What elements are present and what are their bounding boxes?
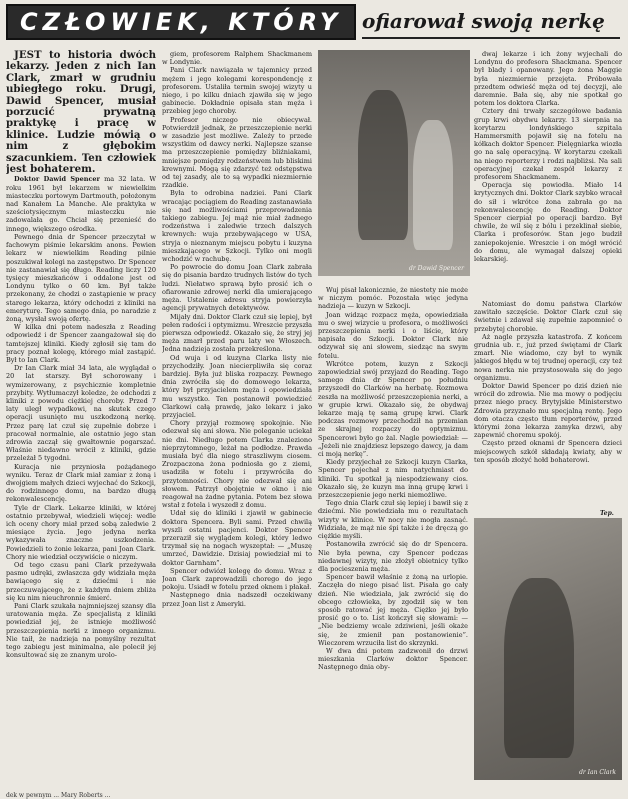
col3-paragraph: Postanowiła zwrócić się do dr Spencera. Nie była pewna, czy Spencer podczas niedawnej wizyty, nie złożył obietnicy tylko dla pocieszenia męża.: [318, 540, 468, 573]
photo-credit: Tep.: [600, 510, 614, 517]
masthead: [6, 4, 622, 42]
col4b-paragraph: Często przed oknami dr Spencera dzieci miejscowych szkół składają kwiaty, aby w ten sposób złożyć hołd bohaterowi.: [474, 439, 622, 464]
col4b-paragraph: Doktor Dawid Spencer po dziś dzień nie wrócił do zdrowia. Nie ma mowy o podjęciu przez niego pracy. Brytyjskie Ministerstwo Zdrowia przyznało mu specjalną rentę. Jego dom otacza często tłum reporterów, przed którymi żona lekarza zamyka drzwi, aby zapewnić choremu spokój.: [474, 382, 622, 440]
lead-paragraph: JEST to historia dwóch lekarzy. Jeden z nich Ian Clark, zmarł w grudniu ubiegłego roku. Drugi, Dawid Spencer, musiał porzucić prywatną praktykę i pracę w klinice. Ludzie mówią o nim z głębokim szacunkiem. Ten człowiek jest bohaterem.: [6, 50, 156, 176]
photo-dawid-spencer: [318, 50, 470, 276]
col2-paragraph: giem, profesorem Ralphem Shackmanem w Londynie.: [162, 50, 312, 67]
column-2-body: [162, 50, 312, 608]
col1-paragraph: Kuracja nie przyniosła pożądanego wyniku. Teraz dr Clark miał zamiar z żoną i dwojgiem małych dzieci wyjechać do Szkocji, do rodzinnego domu, na bardzo długą rekonwalescencję.: [6, 462, 156, 504]
col1-paragraph: Pani Clark szukała najmniejszej szansy dla uratowania męża. Ze specjalistą z kliniki powiedział jej, że istnieje możliwość przeszczepienia nerki z innego organizmu. Nie taił, że nadzieja na pomyślny rezultat tego zabiegu jest minimalna, ale polecił jej konsultować się ze znanym urolo-: [6, 602, 156, 660]
col4-paragraph: Cztery dni trwały szczegółowe badania grup krwi obydwu lekarzy. 13 sierpnia na korytarzu londyńskiego szpitala Hammersmith pojawił się na fotelu na kółkach doktor Spencer. Pielęgniarka wiozła go na salę operacyjną. W korytarzu czekali na niego reporterzy i rodzi najbliżsi. Na sali operacyjnej czekał zespół lekarzy z profesorem Shackmanem.: [474, 107, 622, 182]
col4b-paragraph: Aż nagle przyszła katastrofa. Z końcem grudnia ub. r., już przed świętami dr Clark zmarł. Nie wiadomo, czy był to wynik jakiegoś błędu w tej trudnej operacji, czy też nowa nerka nie przystosowała się do jego organizmu.: [474, 332, 622, 382]
col3-paragraph: W dwa dni potem zadzwonił do drzwi mieszkania Clarków doktor Spencer. Następnego dnia oby-: [318, 646, 468, 672]
column-2: [162, 50, 312, 792]
photo-figure: [358, 90, 408, 240]
col2-paragraph: Pani Clark nawiązała w tajemnicy przed mężem i jego kolegami korespondencję z profesorem. Ustaliła termin swojej wizyty u niego, i po kilku dniach zjawiła się w jego gabinecie. Dokładnie opisała stan męża i przebieg jego choroby.: [162, 66, 312, 116]
col2-paragraph: Spencer odwiózł kolegę do domu. Wraz z Joan Clark zaprowadzili chorego do jego pokoju. Usiadł w fotelu przed oknem i płakał.: [162, 566, 312, 592]
col4-paragraph: Operacja się powiodła. Miało 14 krytycznych dni. Doktor Clark szybko wracał do sił i wkrótce żona zabrała go na rekonwalescencję do Reading. Doktor Spencer cierpiał po operacji bardzo. Był chwile, że wil się z bólu i przeklinał siebie, Clarka i profesorów. Stan jego budził zaniepokojenie. Wreszcie i on mógł wrócić do domu, ale wymagał dalszej opieki lekarskiej.: [474, 181, 622, 264]
column-1: [6, 50, 156, 792]
col2-paragraph: Udał się do kliniki i zjawił w gabinecie doktora Spencera. Byli sami. Przed chwilą wyszli ostatni pacjenci. Doktor Spencer przeraził się wyglądem kolegi, który ledwo trzymał się na nogach wyszeptał: — „Muszę umrzeć, Dawidzie. Dzisiaj powiedział mi to doktor Garnham”.: [162, 509, 312, 567]
column-4-body: [474, 50, 622, 263]
col2-paragraph: Była to odrobina nadziei. Pani Clark wracając pociągiem do Reading zastanawiała się nad możliwościami przeprowadzenia takiego zabiegu. Jej mąż nie miał żadnego rodzeństwa i zaledwie trzech dalszych krewnych: wuja przebywającego w USA, stryja o nieznanym miejscu pobytu i kuzyna mieszkającego w Szkocji. Tylko oni mogli wchodzić w rachubę.: [162, 189, 312, 264]
col2-paragraph: Po powrocie do domu Joan Clark zabrała się do pisania bardzo trudnych listów do tych ludzi. Niełatwo sprawą było prosić ich o ofiarowanie zdrowej nerki dla umierającego męża. Ustalenie adresu stryja powierzyła agencji prywatnych detektywów.: [162, 263, 312, 313]
col4-paragraph: dwaj lekarze i ich żony wyjechali do Londynu do profesora Shackmana. Spencer był blady i opanowany. Jego żona Maggie była niezmiernie przejęta. Próbowała przedtem odwieść męża od tej decyzji, ale daremnie. Bała się, aby nie spotkał go potem los doktora Clarka.: [474, 50, 622, 108]
col3-paragraph: Wuj pisał lakonicznie, że niestety nie może w niczym pomóc. Pozostała więc jedyna nadzieja — kuzyn w Szkocji.: [318, 286, 468, 311]
col4b-paragraph: Natomiast do domu państwa Clarków zawitało szczęście. Doktor Clark czuł się świetnie i zdawał się zupełnie zapomnieć o przebytej chorobie.: [474, 300, 622, 333]
col3-paragraph: Wkrótce potem, kuzyn z Szkocji zapowiedział swój przyjazd do Reading. Tego samego dnia dr Spencer po południu przyszedł do Clarków na herbatę. Rozmowa zeszła na możliwość przeszczepienia nerki, a w grupie krwi. Okazało się, że obydwaj lekarze mają tę samą grupę krwi. Clark podczas rozmowy przechodził na przemian ze skrajnej rozpaczy do optymizmu. Spencerowi było go żal. Nagle powiedział: — „Jeżeli nie znajdziesz lepszego dawcy, ja dam ci moją nerkę”.: [318, 359, 468, 459]
photo2-caption: dr Ian Clark: [579, 769, 616, 776]
column-1-body: [6, 175, 156, 659]
col1-paragraph: Doktor Dawid Spencer ma 32 lata. W roku 1961 był lekarzem w niewielkim miasteczku portowym Dartmouth, położonym nad Kanałem La Manche. Ale praktyka w sześciotysięcznym miasteczku nie zadowalała go. Chciał się przenieść do innego, większego ośrodka.: [6, 175, 156, 233]
article-title: CZŁOWIEK, KTÓRY: [6, 4, 356, 40]
photo-figure: [504, 578, 574, 758]
photo1-caption: dr Dawid Spencer: [409, 265, 464, 272]
column-3-body: [318, 286, 468, 672]
col3-paragraph: Tego dnia Clark czuł się lepiej i bawił się z dziećmi. Nie powiedziała mu o rezultatach wizyty w klinice. W nocy nie mogła zasnąć. Widziała, że mąż nie śpi także i że dręczą go ciężkie myśli.: [318, 499, 468, 541]
col2-paragraph: Mijały dni. Doktor Clark czuł się lepiej, był pełen radości i optymizmu. Wreszcie przyszła pierwsza odpowiedź. Okazało się, że stryj jej męża zmarł przed paru laty we Włoszech. Jedna nadzieja została przekreślona.: [162, 312, 312, 354]
col1-paragraph: Pewnego dnia dr Spencer przeczytał w fachowym piśmie lekarskim anons. Pewien lekarz w niewielkim Reading pilnie poszukiwał kolegi na zastępstwo. Dr Spencer nie zastanawiał się długo. Reading liczy 120 tysięcy mieszkańców i oddalone jest od Londynu tylko o 60 km. Był także przekonany, że chodzi o zastąpienie w pracy starego lekarza, który odchodzi z kliniki na emeryturę. Tego samego dnia, po naradzie z żoną, wysłał swoją ofertę.: [6, 232, 156, 323]
col1-paragraph: Od tego czasu pani Clark przeżywała pasmo udręki, zwłaszcza gdy widziała męża bawiącego się z dziećmi i nie przeczuwającego, że z każdym dniem zbliża się ku nim nieuchronnie śmierć.: [6, 561, 156, 602]
col2-paragraph: Profesor niczego nie obiecywał. Potwierdził jednak, że przeszczepienie nerki w zasadzie jest możliwe. Zależy to przede wszystkim od dawcy nerki. Najlepsze szanse ma przeszczepienie pomiędzy bliźniakami, mniejsze pomiędzy rodzeństwem lub bliskimi krewnymi. Mogą się zdarzyć też odstępstwa od tej zasady, ale to są wypadki niezmiernie rzadkie.: [162, 115, 312, 190]
col2-paragraph: Następnego dnia nadszedł oczekiwany przez Joan list z Ameryki.: [162, 591, 312, 608]
article-subtitle: ofiarował swoją nerkę: [362, 9, 605, 33]
col1-paragraph: Tyle dr Clark. Lekarze kliniki, w której ostatnio przebywał, wiedzieli więcej: wedle ich oceny chory miał przed sobą zaledwie 2 miesiące życia. Jego jedyna nerka wykazywała znaczne uszkodzenia. Powiedzieli to żonie lekarza, pani Joan Clark. Chory nie wiedział oczywiście o niczym.: [6, 503, 156, 561]
subtitle-rule: [362, 37, 620, 39]
col1-paragraph: Dr Ian Clark miał 34 lata, ale wyglądał o 20 lat starszy. Był schorowany i wymizerowany, z psychicznie kompletnie przybity. Wytłumaczył koledze, że odchodzi z kliniki z powodu ciężkiej choroby. Przed 7 laty uległ wypadkowi, na skutek czego operacji usunięto mu uszkodzoną nerkę. Przez parę lat czuł się zupełnie dobrze i pracował normalnie, ale ostatnio jego stan zdrowia zaczął się gwałtownie pogarszać. Właśnie niedawno wrócił z kliniki, gdzie przeleżał 5 tygodni.: [6, 364, 156, 463]
col2-paragraph: Chory przyjął rozmowę spokojnie. Nie odezwał się ani słowa. Nie poleganie uciekał nie dni. Niedługo potem Clarka znaleziono nieprzytomnego, leżał na podłodze. Prawda musiała być dla niego straszliwym ciosem. Zrozpaczona żona podniosła go z ziemi, usadziła w fotelu i przywróciła do przytomności. Chory nie odezwał się ani słowem. Patrzył obojętnie w okno i nie reagował na żadne pytania. Potem bez słowa wstał z fotela i wyszedł z domu.: [162, 419, 312, 510]
footer-text: dek w pewnym ... Mary Roberts ...: [6, 792, 111, 799]
column-3: [318, 286, 468, 792]
column-4b-body: [474, 300, 622, 464]
col3-paragraph: Joan widząc rozpacz męża, opowiedziała mu o swej wizycie u profesora, o możliwości przeszczepienia nerki i o liście, który napisała do Szkocji. Doktor Clark nie odzywał się ani słowem, siedząc na swym fotelu.: [318, 310, 468, 360]
photo-ian-clark: [474, 518, 622, 780]
col3-paragraph: Spencer bawił właśnie z żoną na urlopie. Zaczęła do niego pisać list. Pisała go cały dzień. Nie wiedziała, jak zwrócić się do obcego człowieka, by zgodził się w ten sposób ratować jej męża. Ciężko jej było prosić go o to. List kończył się słowami: — „Nie bedziemy wcale zdziwieni, jeśli okaże się, że zmienił pan postanowienie”. Wieczorem wrzuciła list do skrzynki.: [318, 573, 468, 647]
col1-paragraph: W kilka dni potem nadeszła z Reading odpowiedź i dr Spencer zaangażował się do tamtejszej kliniki. Kiedy zgłosił się tam do pracy poznał kolegę, którego miał zastąpić. Był to Ian Clark.: [6, 323, 156, 364]
col3-paragraph: Kiedy przyjechał ze Szkocji kuzyn Clarka, Spencer pojechał z nim natychmiast do kliniki. Tu spotkał ją niespodziewany cios. Okazało się, że kuzyn ma inną grupę krwi i przeszczepienie jego nerki niemożliwe.: [318, 458, 468, 500]
col2-paragraph: Od wuja i od kuzyna Clarka listy nie przychodziły. Joan niecierpliwiła się coraz bardziej. Była już bliska rozpaczy. Pewnego dnia zwróciła się do domowego lekarza, który był przyjacielem męża i opowiedziała mu wszystko. Ten postanowił powiedzieć Clarkowi całą prawdę, jako lekarz i jako przyjaciel.: [162, 353, 312, 419]
column-4-continued: [474, 300, 622, 510]
photo-figure-light: [413, 120, 453, 250]
column-4: [474, 50, 622, 300]
